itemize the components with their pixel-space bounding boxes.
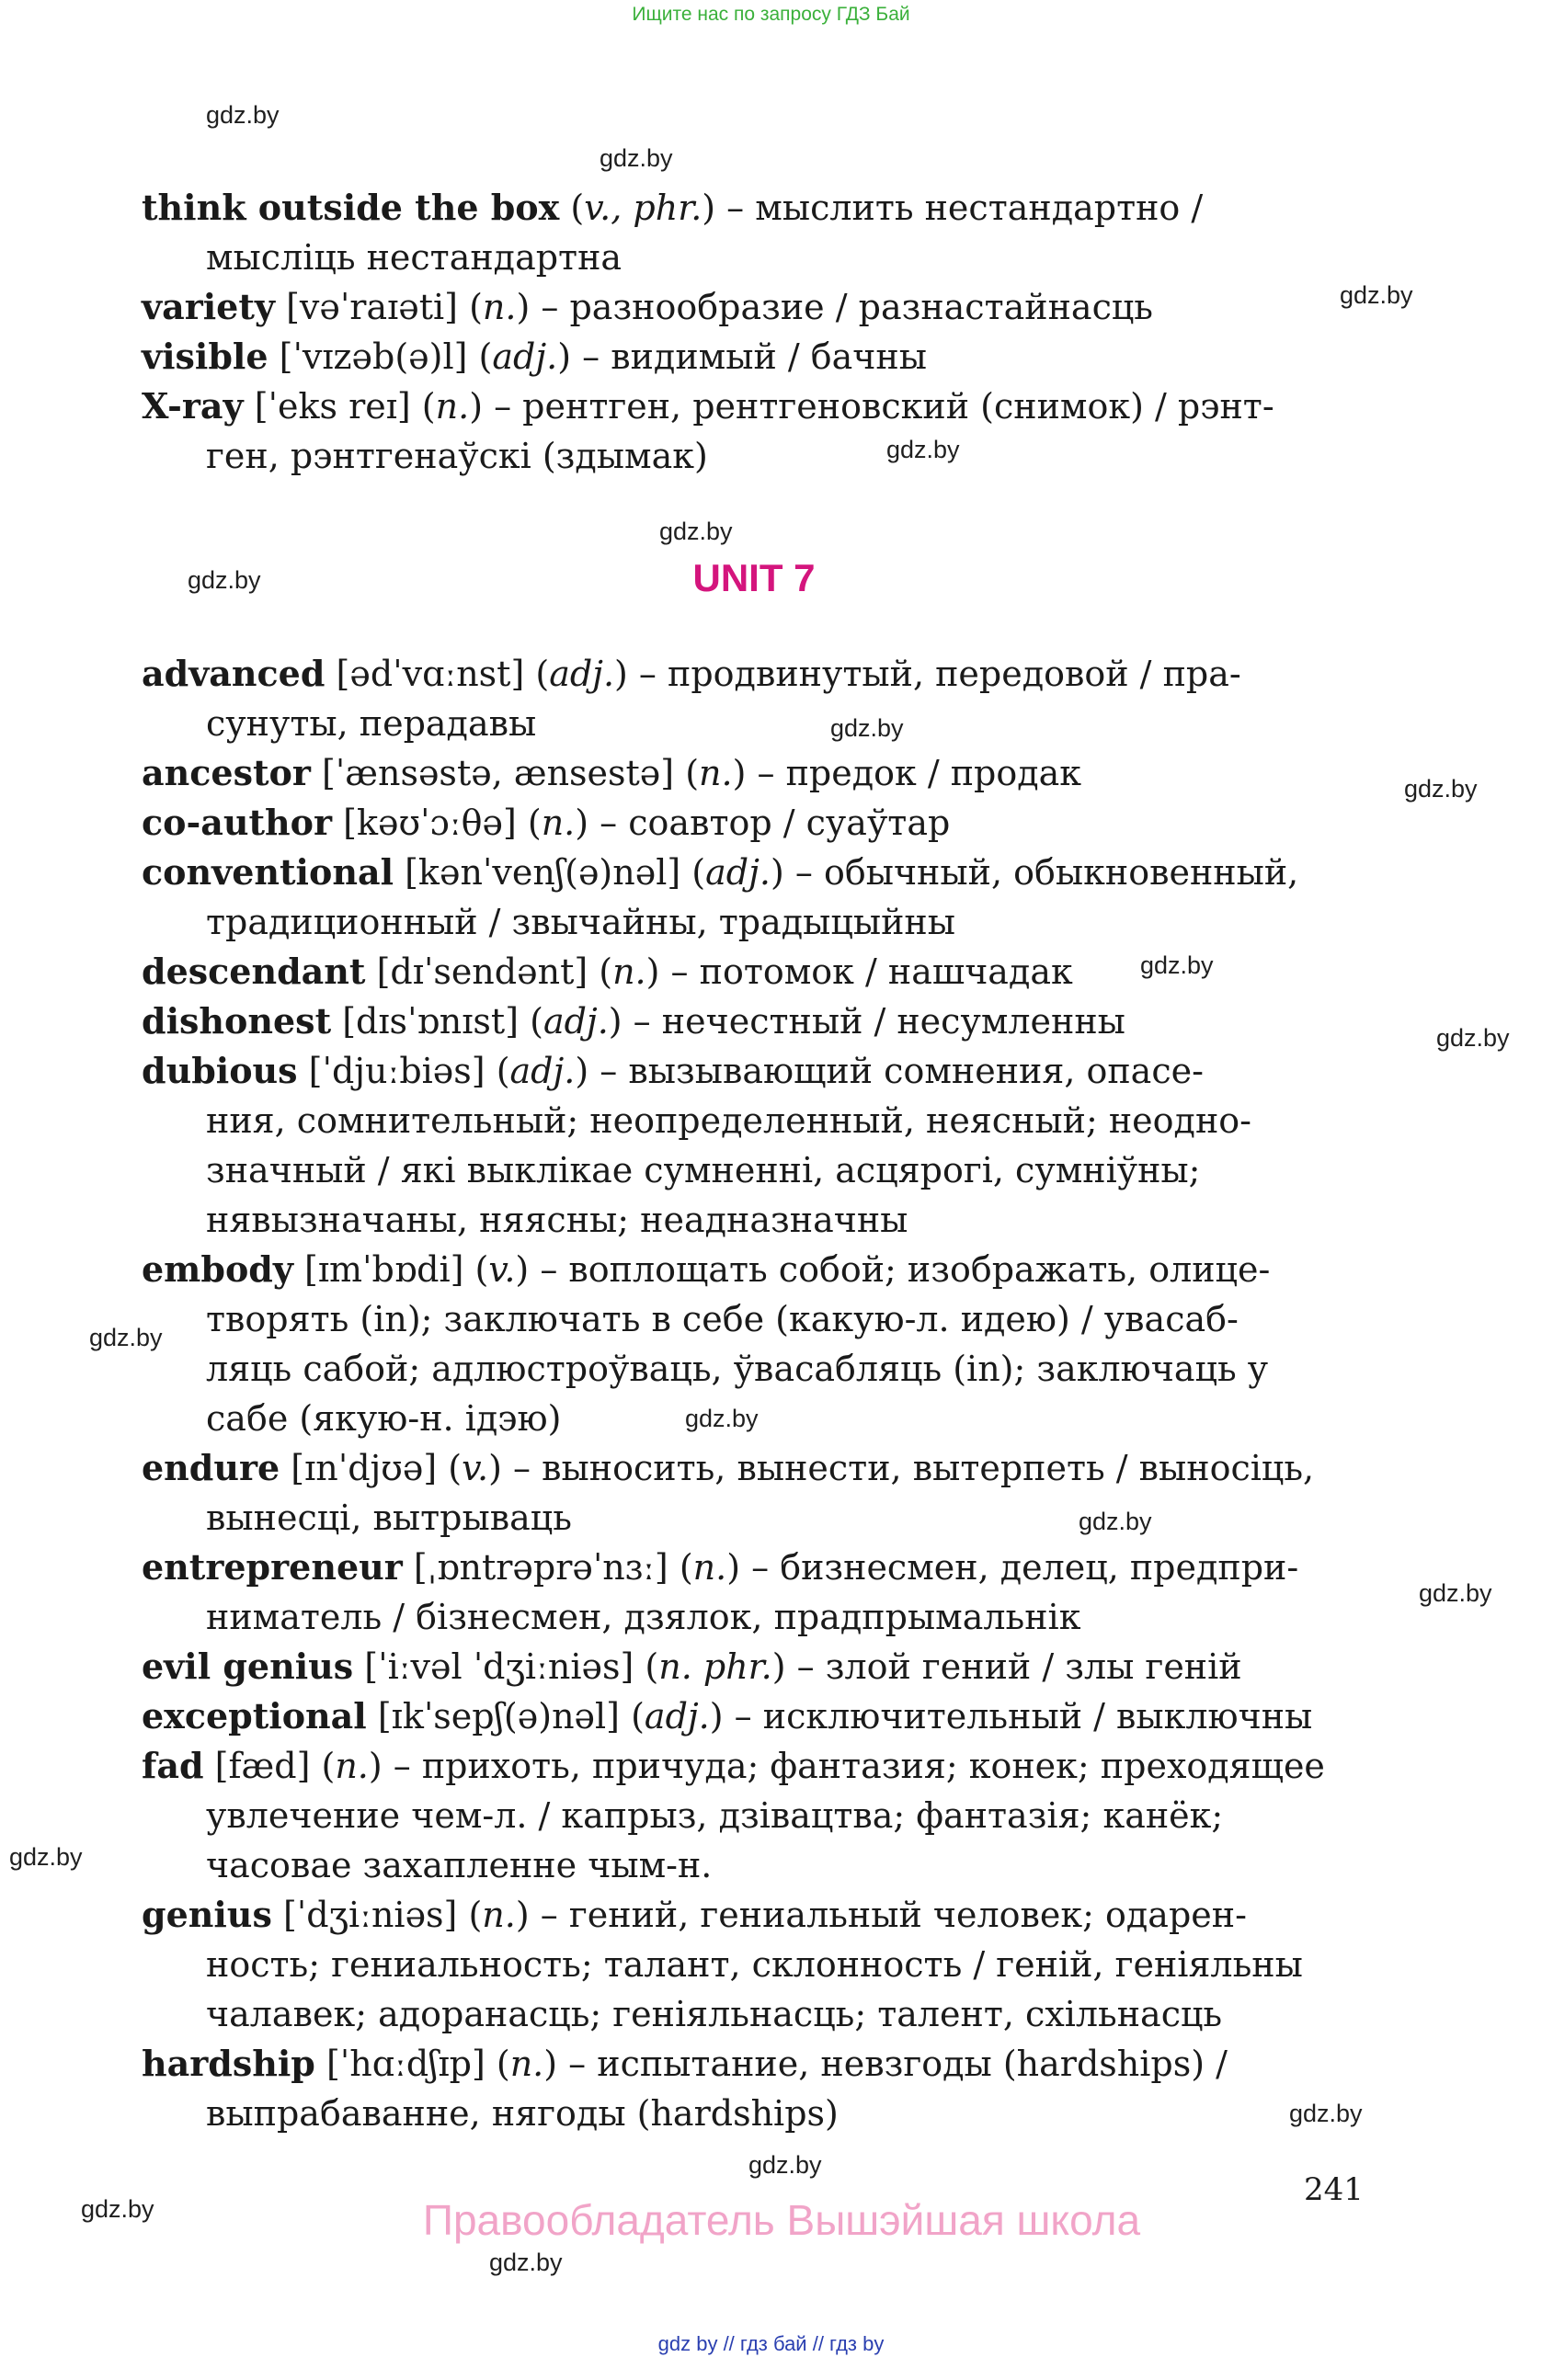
entry-term: visible [142,336,268,377]
watermark: gdz.by [1140,951,1214,979]
entry-term: think outside the box [142,187,560,228]
entry-translation: испытание, невзгоды (hardships) / [597,2044,1228,2084]
entry-translation: разнообразие / разнастайнасць [569,287,1153,327]
entry-translation: соавтор / суаўтар [628,803,951,843]
entry-term: fad [142,1745,204,1786]
entry-translation: прихоть, причуда; фантазия; конек; преходящее [421,1746,1325,1786]
entry-continuation: ниматель / бізнесмен, дзялок, прадпрымальнік [206,1597,1081,1637]
entry-transcription: [ɪkˈsepʃ(ə)nəl] [377,1696,621,1737]
entry-continuation: ляць сабой; адлюстроўваць, ўвасабляць (in); заключаць у [206,1349,1269,1389]
entry-pos: n. [435,386,470,427]
watermark: gdz.by [206,101,280,129]
entry-transcription: [ɪmˈbɒdi] [304,1249,464,1290]
entry-pos: n. phr. [658,1646,772,1687]
entry-term: exceptional [142,1695,367,1737]
watermark: gdz.by [886,436,960,463]
watermark: gdz.by [188,566,261,594]
entry-pos: n. [335,1746,369,1786]
dictionary-entry: conventional [kənˈvenʃ(ə)nəl] (adj.) – обычный, обыкновенный, традиционный / звычайны, традыцыйны [142,848,1365,947]
watermark: gdz.by [1079,1508,1152,1535]
entry-term: genius [142,1894,272,1935]
entry-continuation: увлечение чем-л. / капрыз, дзівацтва; фантазія; канёк; [206,1795,1224,1836]
entry-transcription: [ˈdjuːbiəs] [308,1051,485,1091]
watermark: gdz.by [748,2151,822,2179]
entry-continuation: ность; гениальность; талант, склонность / геній, геніяльны [206,1944,1303,1985]
entry-continuation: сунуты, перадавы [206,703,537,744]
entry-continuation: вынесці, вытрываць [206,1497,572,1538]
entry-pos: n. [612,951,646,992]
watermark: gdz.by [81,2195,154,2223]
entry-pos: adj. [705,852,771,893]
entry-translation: злой гений / злы геній [825,1646,1242,1687]
entry-transcription: [ˈiːvəl ˈdʒiːniəs] [364,1646,634,1687]
watermark: gdz.by [1419,1579,1492,1607]
entry-term: variety [142,286,275,327]
entry-transcription: [ɪnˈdjʊə] [291,1448,438,1488]
watermark: gdz.by [1340,281,1413,309]
entry-transcription: [ˈeks reɪ] [254,386,411,427]
entry-pos: adj. [543,1001,609,1042]
entry-transcription: [ˈvɪzəb(ə)l] [279,336,468,377]
entry-continuation: часовае захапленне чым-н. [206,1845,713,1885]
entry-transcription: [kəʊˈɔːθə] [343,803,517,843]
watermark: gdz.by [89,1324,163,1351]
entry-transcription: [vəˈraɪəti] [286,287,459,327]
entry-continuation: традиционный / звычайны, традыцыйны [206,902,955,942]
watermark: gdz.by [830,714,904,742]
entry-translation: обычный, обыкновенный, [823,852,1299,893]
watermark: gdz.by [685,1405,759,1432]
entry-transcription: [ˈdʒiːniəs] [282,1895,458,1935]
dictionary-entry: evil genius [ˈiːvəl ˈdʒiːniəs] (n. phr.) – злой гений / злы геній [142,1646,1242,1687]
entry-term: entrepreneur [142,1546,403,1588]
watermark: gdz.by [600,144,673,172]
entry-pos: n. [482,287,517,327]
entry-translation: мыслить нестандартно / [755,188,1204,228]
entry-term: hardship [142,2043,315,2084]
entry-term: endure [142,1447,280,1488]
entry-translation: продвинутый, передовой / пра- [668,654,1241,694]
entry-pos: n. [509,2044,544,2084]
entry-transcription: [dɪˈsendənt] [376,951,588,992]
entry-transcription: [ˈhɑːdʃɪp] [326,2044,485,2084]
entry-translation: исключительный / выключны [762,1696,1313,1737]
dictionary-entry: co-author [kəʊˈɔːθə] (n.) – соавтор / суаўтар [142,802,951,843]
entry-term: dishonest [142,1000,332,1042]
entry-transcription: [kənˈvenʃ(ə)nəl] [405,852,681,893]
entry-translation: рентген, рентгеновский (снимок) / рэнт- [522,386,1274,427]
entry-pos: n. [482,1895,516,1935]
dictionary-entry: embody [ɪmˈbɒdi] (v.) – воплощать собой; изображать, олице- творять (in); заключать в себе (какую-л. идею) / увасаб- ляць сабой; адлюстроўваць, ўвасабляць (in); заключаць у сабе (якую-н. ідэю) [142,1245,1365,1443]
entry-pos: v., phr. [584,188,702,228]
dictionary-entry: variety [vəˈraɪəti] (n.) – разнообразие / разнастайнасць [142,286,1153,327]
entry-translation: воплощать собой; изображать, олице- [568,1249,1271,1290]
watermark: gdz.by [489,2249,563,2276]
entry-translation: предок / продак [785,753,1082,793]
entry-continuation: чалавек; адоранасць; геніяльнасць; талент, схільнасць [206,1994,1223,2034]
entry-term: dubious [142,1050,298,1091]
entry-pos: n. [541,803,576,843]
entry-pos: v. [488,1249,516,1290]
entry-continuation: сабе (якую-н. ідэю) [206,1398,562,1439]
dictionary-entry: entrepreneur [ˌɒntrəprəˈnɜː] (n.) – бизнесмен, делец, предпри- ниматель / бізнесмен, дзялок, прадпрымальнік [142,1543,1365,1642]
entry-translation: выносить, вынести, вытерпеть / выносіць, [542,1448,1315,1488]
entry-term: X-ray [142,385,244,427]
watermark: gdz.by [659,518,733,545]
entry-term: co-author [142,802,333,843]
entry-term: conventional [142,851,394,893]
top-banner[interactable]: Ищите нас по запросу ГДЗ Бай [632,4,910,25]
entry-transcription: [fæd] [214,1746,311,1786]
unit-heading: UNIT 7 [692,556,816,599]
entry-translation: бизнесмен, делец, предпри- [780,1547,1299,1588]
entry-term: advanced [142,653,326,694]
entry-pos: n. [699,753,733,793]
entry-continuation: ген, рэнтгенаўскі (здымак) [206,436,708,476]
entry-term: ancestor [142,752,311,793]
entry-term: descendant [142,951,366,992]
watermark: gdz.by [1436,1024,1510,1052]
entry-pos: n. [692,1547,727,1588]
entry-translation: нечестный / несумленны [661,1001,1125,1042]
entry-pos: adj. [492,336,558,377]
entry-pos: v. [462,1448,489,1488]
entry-continuation: выпрабаванне, нягоды (hardships) [206,2093,839,2134]
entry-transcription: [ˈænsəstə, ænsestə] [321,753,675,793]
entry-term: embody [142,1248,293,1290]
watermark: gdz.by [1404,775,1478,803]
dictionary-entry: descendant [dɪˈsendənt] (n.) – потомок / нашчадак [142,951,1073,992]
entry-transcription: [dɪsˈɒnɪst] [342,1001,520,1042]
entry-continuation: нявызначаны, няясны; неадназначны [206,1200,908,1240]
dictionary-entry: advanced [ədˈvɑːnst] (adj.) – продвинутый, передовой / пра- сунуты, перадавы [142,649,1365,748]
entry-term: evil genius [142,1646,354,1687]
bottom-links[interactable]: gdz by // гдз бай // гдз by [657,2332,885,2355]
page-number: 241 [1304,2171,1364,2208]
entry-transcription: [ədˈvɑːnst] [336,654,525,694]
entry-translation: вызывающий сомнения, опасе- [628,1051,1204,1091]
dictionary-entry: dishonest [dɪsˈɒnɪst] (adj.) – нечестный / несумленны [142,1000,1125,1042]
entry-transcription: [ˌɒntrəprəˈnɜː] [413,1547,668,1588]
copyright-footer: Правообладатель Вышэйшая школа [422,2196,1141,2244]
entry-continuation: мысліць нестандартна [206,237,623,278]
watermark: gdz.by [1289,2100,1363,2127]
dictionary-entry: visible [ˈvɪzəb(ə)l] (adj.) – видимый / бачны [142,336,927,377]
entry-translation: потомок / нашчадак [699,951,1073,992]
dictionary-entry: genius [ˈdʒiːniəs] (n.) – гений, гениальный человек; одарен- ность; гениальность; талант, склонность / геній, геніяльны чалавек; адоранасць; геніяльнасць; талент, схільнасць [142,1890,1365,2039]
entry-pos: adj. [509,1051,576,1091]
entry-continuation: творять (in); заключать в себе (какую-л. идею) / увасаб- [206,1299,1239,1339]
entry-pos: adj. [549,654,615,694]
entry-translation: гений, гениальный человек; одарен- [568,1895,1247,1935]
dictionary-entry: ancestor [ˈænsəstə, ænsestə] (n.) – предок / продак [142,752,1082,793]
entry-pos: adj. [644,1696,710,1737]
watermark: gdz.by [9,1843,83,1871]
dictionary-entry: fad [fæd] (n.) – прихоть, причуда; фантазия; конек; преходящее увлечение чем-л. / капрыз, дзівацтва; фантазія; канёк; часовае захапленне чым-н. [142,1741,1365,1890]
dictionary-entry: hardship [ˈhɑːdʃɪp] (n.) – испытание, невзгоды (hardships) / выпрабаванне, нягоды (hardships) [142,2039,1365,2138]
dictionary-entry: dubious [ˈdjuːbiəs] (adj.) – вызывающий сомнения, опасе- ния, сомнительный; неопределенный, неясный; неодно- значный / які выклікае сумненні, асцярогі, сумніўны; нявызначаны, няясны; неадназначны [142,1046,1365,1245]
dictionary-entry: think outside the box (v., phr.) – мыслить нестандартно / мысліць нестандартна [142,183,1365,282]
entry-continuation: значный / які выклікае сумненні, асцярогі, сумніўны; [206,1150,1201,1190]
entry-continuation: ния, сомнительный; неопределенный, неясный; неодно- [206,1100,1251,1141]
dictionary-entry: endure [ɪnˈdjʊə] (v.) – выносить, вынести, вытерпеть / выносіць, вынесці, вытрываць [142,1443,1365,1543]
entry-translation: видимый / бачны [611,336,927,377]
dictionary-entry: exceptional [ɪkˈsepʃ(ə)nəl] (adj.) – исключительный / выключны [142,1695,1313,1737]
dictionary-entry: X-ray [ˈeks reɪ] (n.) – рентген, рентгеновский (снимок) / рэнт- ген, рэнтгенаўскі (здымак) [142,381,1365,481]
